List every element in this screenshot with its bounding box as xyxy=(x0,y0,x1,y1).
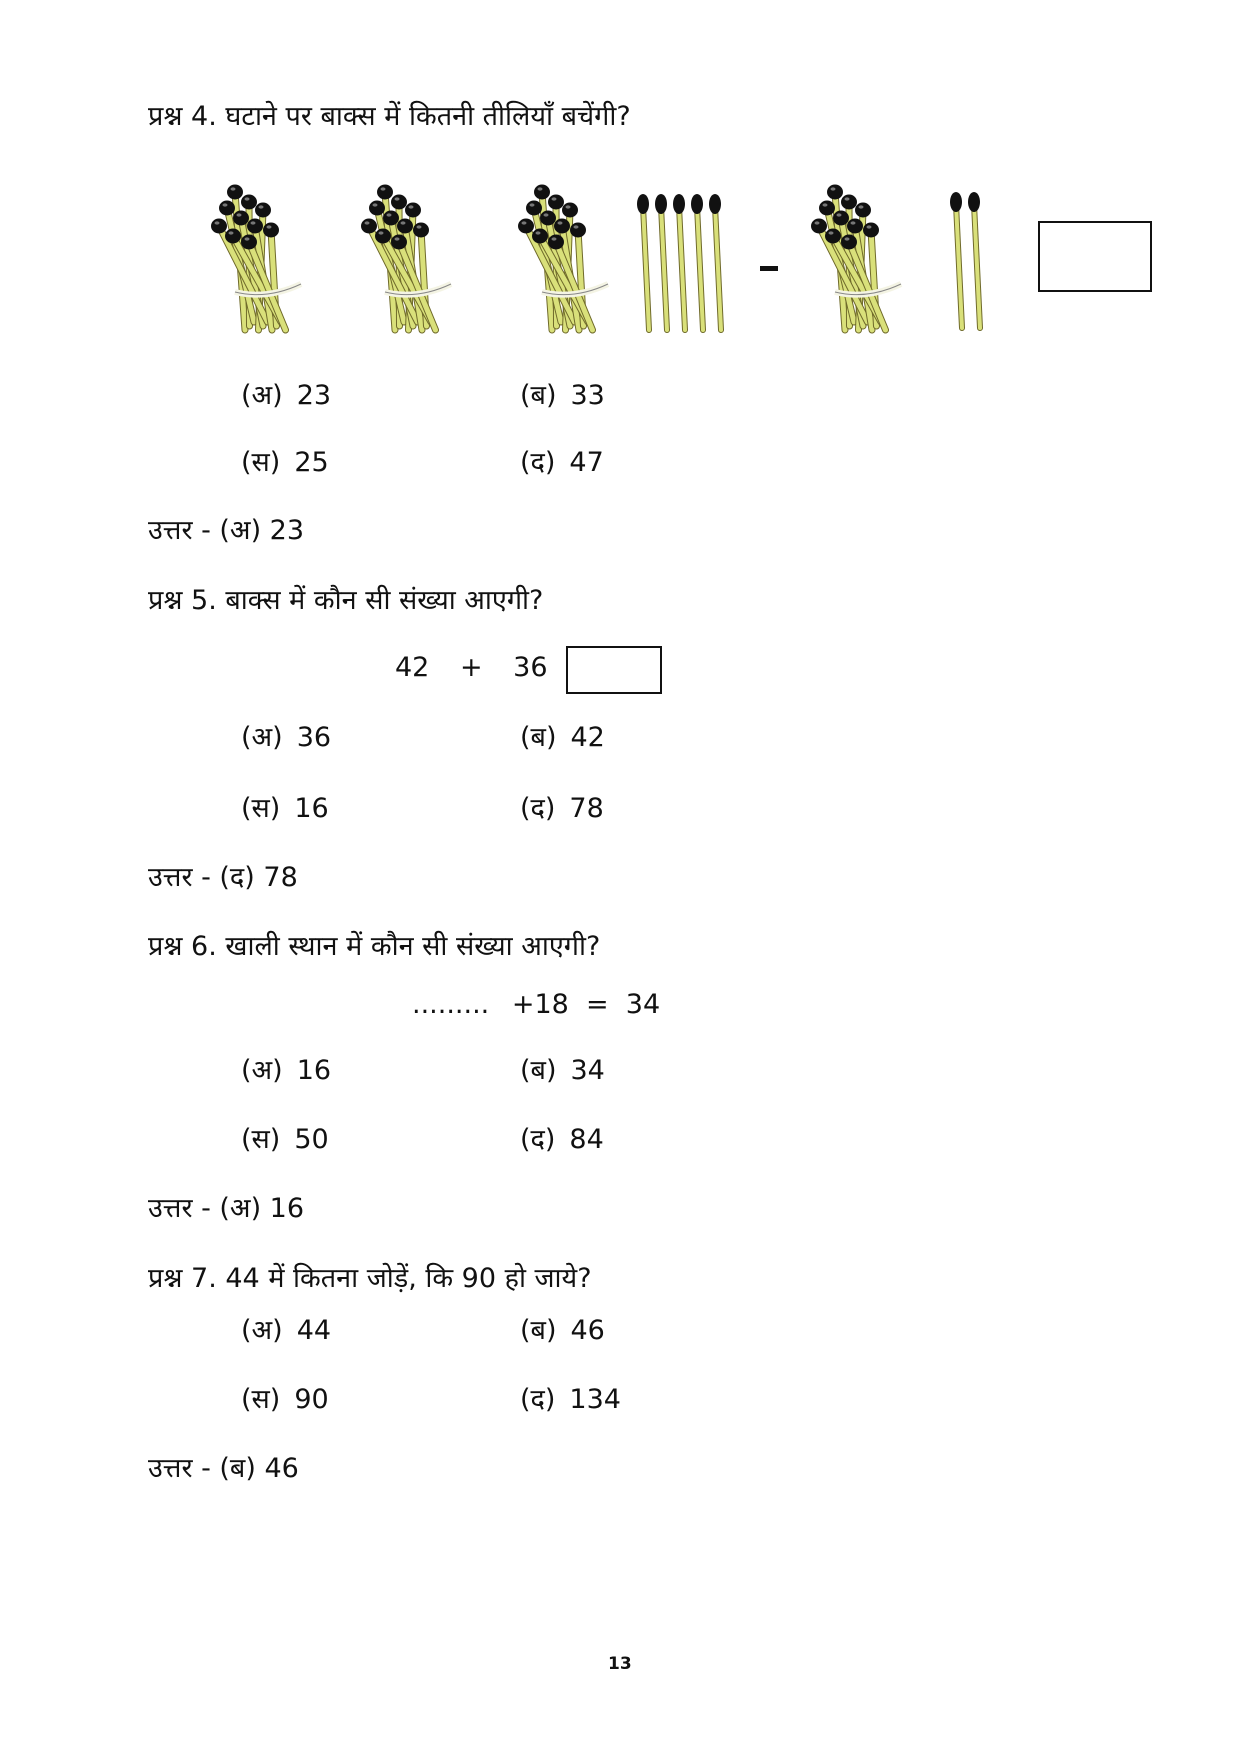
match-head xyxy=(534,185,550,200)
match-head-shine xyxy=(536,231,541,234)
q5-operand-b: 36 xyxy=(513,652,548,683)
match-head xyxy=(369,201,385,216)
question-4-text: प्रश्न 4. घटाने पर बाक्स में कितनी तीलियाँ बचेंगी? xyxy=(148,101,631,132)
match-head xyxy=(227,185,243,200)
match-head xyxy=(247,219,263,234)
match-head-shine xyxy=(552,237,557,240)
match-head-shine xyxy=(417,225,422,228)
match-head xyxy=(540,211,556,226)
match-head-shine xyxy=(215,221,220,224)
match-head-shine xyxy=(867,225,872,228)
match-head xyxy=(532,229,548,244)
match-head xyxy=(819,201,835,216)
match-head-shine xyxy=(574,225,579,228)
match-head-shine xyxy=(566,205,571,208)
q5-operator: + xyxy=(459,652,483,683)
match-head-shine xyxy=(245,197,250,200)
match-head xyxy=(391,235,407,250)
match-head-shine xyxy=(395,237,400,240)
match-head-shine xyxy=(381,187,386,190)
match-head-shine xyxy=(251,221,256,224)
match-head xyxy=(825,229,841,244)
match-head-shine xyxy=(859,205,864,208)
match-head xyxy=(211,219,227,234)
loose-match-head xyxy=(968,192,980,212)
match-head-shine xyxy=(237,213,242,216)
match-head-shine xyxy=(530,203,535,206)
match-head-shine xyxy=(267,225,272,228)
match-head xyxy=(855,203,871,218)
q4-option-a[interactable]: (अ) 23 xyxy=(241,380,332,411)
q5-option-b[interactable]: (ब) 42 xyxy=(520,722,605,753)
q7-option-b[interactable]: (ब) 46 xyxy=(520,1315,605,1346)
q5-option-d[interactable]: (द) 78 xyxy=(520,793,604,824)
q5-operand-a: 42 xyxy=(395,652,430,683)
match-head-shine xyxy=(231,187,236,190)
match-head-shine xyxy=(544,213,549,216)
match-head-shine xyxy=(829,231,834,234)
q5-answer: उत्तर - (द) 78 xyxy=(148,862,298,893)
match-head xyxy=(526,201,542,216)
match-head xyxy=(413,223,429,238)
match-head xyxy=(255,203,271,218)
match-head xyxy=(219,201,235,216)
q7-answer: उत्तर - (ब) 46 xyxy=(148,1453,299,1484)
q7-option-d[interactable]: (द) 134 xyxy=(520,1384,621,1415)
question-6-text: प्रश्न 6. खाली स्थान में कौन सी संख्या आएगी? xyxy=(148,931,601,962)
match-head xyxy=(841,235,857,250)
loose-matchsticks-2 xyxy=(948,190,988,335)
matchstick-bundle-2 xyxy=(355,180,465,340)
match-head xyxy=(570,223,586,238)
q6-option-c[interactable]: (स) 50 xyxy=(241,1124,329,1155)
match-head-shine xyxy=(379,231,384,234)
match-head-shine xyxy=(259,205,264,208)
match-head xyxy=(391,195,407,210)
match-head xyxy=(863,223,879,238)
q7-option-a[interactable]: (अ) 44 xyxy=(241,1315,332,1346)
question-7-text: प्रश्न 7. 44 में कितना जोड़ें, कि 90 हो जाये? xyxy=(148,1263,592,1294)
q6-option-d[interactable]: (द) 84 xyxy=(520,1124,604,1155)
match-head xyxy=(405,203,421,218)
match-head xyxy=(397,219,413,234)
q6-expression-rest: +18 = 34 xyxy=(511,989,661,1020)
match-head xyxy=(548,195,564,210)
match-head xyxy=(811,219,827,234)
q4-option-c[interactable]: (स) 25 xyxy=(241,447,329,478)
q7-option-c[interactable]: (स) 90 xyxy=(241,1384,329,1415)
match-head-shine xyxy=(815,221,820,224)
match-head-shine xyxy=(522,221,527,224)
q5-expression xyxy=(395,651,548,685)
match-head-shine xyxy=(401,221,406,224)
loose-match-head xyxy=(655,194,667,214)
question-5-text: प्रश्न 5. बाक्स में कौन सी संख्या आएगी? xyxy=(148,585,544,616)
match-head xyxy=(518,219,534,234)
q6-option-b[interactable]: (ब) 34 xyxy=(520,1055,605,1086)
match-head xyxy=(361,219,377,234)
q4-option-d[interactable]: (द) 47 xyxy=(520,447,604,478)
q6-expression xyxy=(412,988,660,1022)
match-head-shine xyxy=(373,203,378,206)
match-head xyxy=(377,185,393,200)
match-head-shine xyxy=(245,237,250,240)
match-head-shine xyxy=(558,221,563,224)
match-head xyxy=(233,211,249,226)
loose-match-head xyxy=(709,194,721,214)
loose-match-head xyxy=(673,194,685,214)
q5-answer-box[interactable] xyxy=(566,646,662,694)
match-head xyxy=(833,211,849,226)
minus-sign xyxy=(760,266,778,271)
match-head-shine xyxy=(823,203,828,206)
q6-answer: उत्तर - (अ) 16 xyxy=(148,1193,305,1224)
q4-answer: उत्तर - (अ) 23 xyxy=(148,515,305,546)
match-head-shine xyxy=(395,197,400,200)
match-head xyxy=(225,229,241,244)
q6-blank[interactable]: ......... xyxy=(412,989,490,1020)
match-head xyxy=(383,211,399,226)
match-head-shine xyxy=(851,221,856,224)
match-head-shine xyxy=(223,203,228,206)
match-head xyxy=(847,219,863,234)
match-head xyxy=(263,223,279,238)
matchstick-bundle-3 xyxy=(512,180,622,340)
match-head xyxy=(241,235,257,250)
match-head-shine xyxy=(365,221,370,224)
loose-matchsticks-5 xyxy=(635,192,735,337)
q4-option-b[interactable]: (ब) 33 xyxy=(520,380,605,411)
match-head xyxy=(841,195,857,210)
q5-option-c[interactable]: (स) 16 xyxy=(241,793,329,824)
loose-match-head xyxy=(950,192,962,212)
matchstick-bundle-1 xyxy=(205,180,315,340)
match-head-shine xyxy=(837,213,842,216)
match-head-shine xyxy=(229,231,234,234)
match-head-shine xyxy=(552,197,557,200)
page-number: 13 xyxy=(608,1654,632,1674)
match-head xyxy=(562,203,578,218)
loose-match-head xyxy=(637,194,649,214)
match-head xyxy=(241,195,257,210)
match-head xyxy=(375,229,391,244)
match-head-shine xyxy=(387,213,392,216)
match-head-shine xyxy=(538,187,543,190)
q5-option-a[interactable]: (अ) 36 xyxy=(241,722,332,753)
match-head xyxy=(554,219,570,234)
match-head xyxy=(827,185,843,200)
match-head-shine xyxy=(845,197,850,200)
matchstick-bundle-4 xyxy=(805,180,915,340)
loose-match-head xyxy=(691,194,703,214)
match-head-shine xyxy=(845,237,850,240)
match-head xyxy=(548,235,564,250)
q4-answer-box[interactable] xyxy=(1038,221,1152,292)
match-head-shine xyxy=(831,187,836,190)
q6-option-a[interactable]: (अ) 16 xyxy=(241,1055,332,1086)
match-head-shine xyxy=(409,205,414,208)
